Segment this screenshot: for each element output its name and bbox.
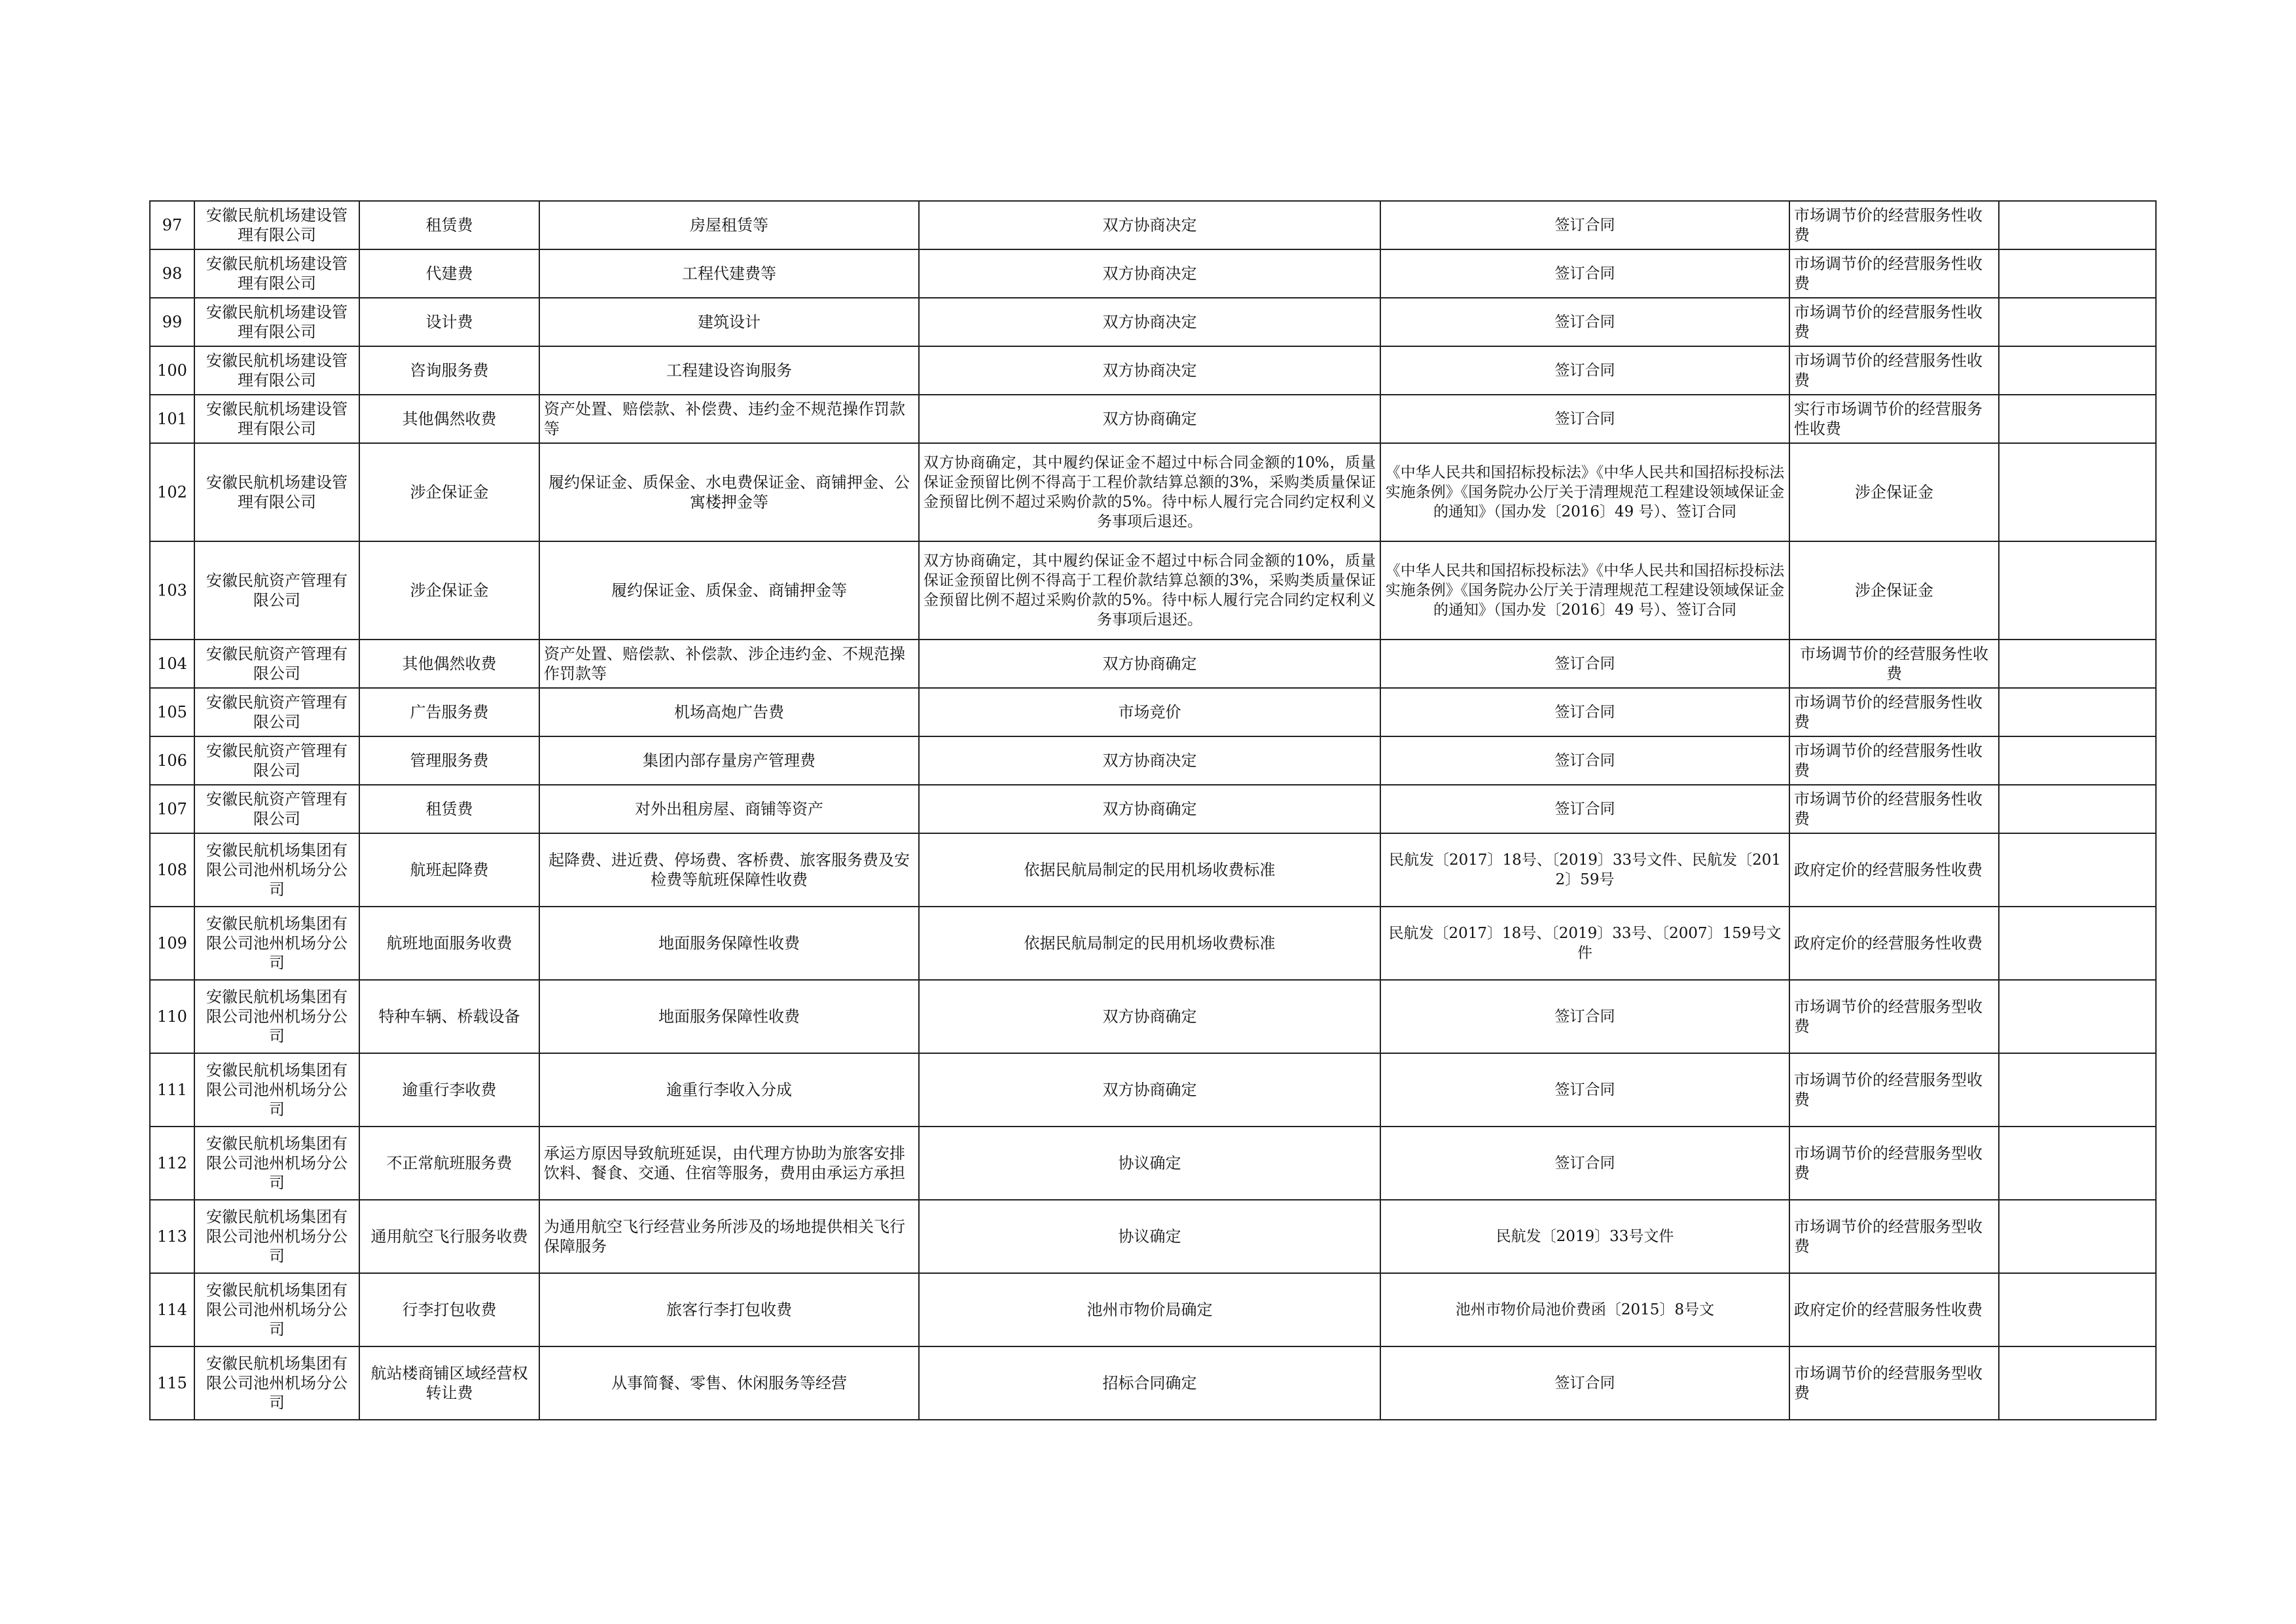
cell-fee-content: 地面服务保障性收费 [539, 980, 919, 1053]
cell-remark [1999, 1127, 2156, 1200]
cell-row-number: 115 [150, 1346, 194, 1420]
cell-fee-basis: 签订合同 [1380, 640, 1789, 688]
cell-pricing-method: 双方协商决定 [919, 736, 1380, 785]
cell-charging-unit: 安徽民航机场建设管理有限公司 [194, 443, 359, 541]
table-row [150, 1346, 2156, 1420]
cell-fee-content: 为通用航空飞行经营业务所涉及的场地提供相关飞行保障服务 [539, 1200, 919, 1273]
cell-fee-item: 航站楼商铺区域经营权转让费 [359, 1346, 539, 1420]
fee-table [149, 200, 2157, 1420]
table-row [150, 736, 2156, 785]
cell-fee-item: 航班起降费 [359, 833, 539, 907]
cell-fee-nature: 政府定价的经营服务性收费 [1789, 833, 1999, 907]
cell-fee-basis: 签订合同 [1380, 346, 1789, 395]
cell-fee-nature: 市场调节价的经营服务性收费 [1789, 640, 1999, 688]
cell-fee-content: 逾重行李收入分成 [539, 1053, 919, 1127]
cell-fee-content: 机场高炮广告费 [539, 688, 919, 736]
cell-pricing-method: 依据民航局制定的民用机场收费标准 [919, 833, 1380, 907]
cell-fee-content: 旅客行李打包收费 [539, 1273, 919, 1346]
cell-row-number: 101 [150, 395, 194, 443]
cell-fee-basis: 民航发〔2017〕18号、〔2019〕33号、〔2007〕159号文件 [1380, 907, 1789, 980]
cell-fee-nature: 政府定价的经营服务性收费 [1789, 907, 1999, 980]
cell-fee-nature: 市场调节价的经营服务性收费 [1789, 688, 1999, 736]
cell-row-number: 104 [150, 640, 194, 688]
table-row [150, 443, 2156, 541]
cell-pricing-method: 双方协商确定 [919, 395, 1380, 443]
table-row [150, 249, 2156, 298]
cell-pricing-method: 招标合同确定 [919, 1346, 1380, 1420]
cell-pricing-method: 协议确定 [919, 1200, 1380, 1273]
cell-remark [1999, 833, 2156, 907]
cell-remark [1999, 249, 2156, 298]
cell-charging-unit: 安徽民航机场集团有限公司池州机场分公司 [194, 1346, 359, 1420]
cell-remark [1999, 736, 2156, 785]
cell-row-number: 114 [150, 1273, 194, 1346]
table-row [150, 1053, 2156, 1127]
table-row [150, 907, 2156, 980]
cell-pricing-method: 协议确定 [919, 1127, 1380, 1200]
cell-charging-unit: 安徽民航机场集团有限公司池州机场分公司 [194, 907, 359, 980]
cell-fee-basis: 《中华人民共和国招标投标法》《中华人民共和国招标投标法实施条例》《国务院办公厅关于清理规范工程建设领域保证金的通知》（国办发〔2016〕49 号）、签订合同 [1380, 541, 1789, 640]
cell-charging-unit: 安徽民航资产管理有限公司 [194, 736, 359, 785]
cell-charging-unit: 安徽民航机场集团有限公司池州机场分公司 [194, 1200, 359, 1273]
cell-fee-basis: 签订合同 [1380, 736, 1789, 785]
cell-fee-content: 起降费、进近费、停场费、客桥费、旅客服务费及安检费等航班保障性收费 [539, 833, 919, 907]
cell-fee-nature: 市场调节价的经营服务性收费 [1789, 298, 1999, 346]
cell-remark [1999, 1346, 2156, 1420]
cell-charging-unit: 安徽民航机场集团有限公司池州机场分公司 [194, 1053, 359, 1127]
cell-row-number: 113 [150, 1200, 194, 1273]
table-row [150, 785, 2156, 833]
cell-charging-unit: 安徽民航资产管理有限公司 [194, 640, 359, 688]
cell-row-number: 103 [150, 541, 194, 640]
cell-row-number: 102 [150, 443, 194, 541]
cell-remark [1999, 395, 2156, 443]
cell-fee-basis: 签订合同 [1380, 298, 1789, 346]
cell-fee-content: 房屋租赁等 [539, 201, 919, 249]
cell-charging-unit: 安徽民航资产管理有限公司 [194, 785, 359, 833]
cell-pricing-method: 池州市物价局确定 [919, 1273, 1380, 1346]
cell-fee-content: 工程代建费等 [539, 249, 919, 298]
cell-row-number: 107 [150, 785, 194, 833]
cell-fee-item: 其他偶然收费 [359, 640, 539, 688]
cell-remark [1999, 640, 2156, 688]
cell-fee-item: 租赁费 [359, 785, 539, 833]
cell-fee-content: 承运方原因导致航班延误，由代理方协助为旅客安排饮料、餐食、交通、住宿等服务，费用由承运方承担 [539, 1127, 919, 1200]
cell-fee-nature: 市场调节价的经营服务性收费 [1789, 201, 1999, 249]
cell-pricing-method: 市场竞价 [919, 688, 1380, 736]
table-row [150, 541, 2156, 640]
cell-fee-nature: 涉企保证金 [1789, 541, 1999, 640]
cell-fee-item: 设计费 [359, 298, 539, 346]
cell-pricing-method: 依据民航局制定的民用机场收费标准 [919, 907, 1380, 980]
cell-fee-item: 租赁费 [359, 201, 539, 249]
cell-remark [1999, 201, 2156, 249]
cell-remark [1999, 443, 2156, 541]
cell-fee-nature: 市场调节价的经营服务性收费 [1789, 736, 1999, 785]
cell-fee-nature: 市场调节价的经营服务型收费 [1789, 980, 1999, 1053]
cell-fee-item: 航班地面服务收费 [359, 907, 539, 980]
table-row [150, 298, 2156, 346]
cell-row-number: 108 [150, 833, 194, 907]
cell-fee-basis: 签订合同 [1380, 1346, 1789, 1420]
cell-pricing-method: 双方协商确定 [919, 640, 1380, 688]
cell-fee-basis: 签订合同 [1380, 249, 1789, 298]
cell-fee-basis: 《中华人民共和国招标投标法》《中华人民共和国招标投标法实施条例》《国务院办公厅关于清理规范工程建设领域保证金的通知》（国办发〔2016〕49 号）、签订合同 [1380, 443, 1789, 541]
cell-pricing-method: 双方协商确定，其中履约保证金不超过中标合同金额的10%，质量保证金预留比例不得高于工程价款结算总额的3%，采购类质量保证金预留比例不超过采购价款的5%。待中标人履行完合同约定权利义务事项后退还。 [919, 541, 1380, 640]
cell-fee-item: 逾重行李收费 [359, 1053, 539, 1127]
cell-remark [1999, 785, 2156, 833]
cell-pricing-method: 双方协商决定 [919, 298, 1380, 346]
cell-fee-content: 履约保证金、质保金、水电费保证金、商铺押金、公寓楼押金等 [539, 443, 919, 541]
cell-fee-basis: 签订合同 [1380, 1053, 1789, 1127]
table-row [150, 688, 2156, 736]
cell-fee-content: 集团内部存量房产管理费 [539, 736, 919, 785]
cell-pricing-method: 双方协商决定 [919, 346, 1380, 395]
cell-fee-nature: 市场调节价的经营服务性收费 [1789, 785, 1999, 833]
cell-fee-basis: 池州市物价局池价费函〔2015〕8号文 [1380, 1273, 1789, 1346]
cell-remark [1999, 298, 2156, 346]
cell-charging-unit: 安徽民航机场建设管理有限公司 [194, 298, 359, 346]
cell-fee-nature: 实行市场调节价的经营服务性收费 [1789, 395, 1999, 443]
cell-pricing-method: 双方协商确定 [919, 980, 1380, 1053]
cell-row-number: 106 [150, 736, 194, 785]
cell-fee-basis: 签订合同 [1380, 980, 1789, 1053]
cell-row-number: 98 [150, 249, 194, 298]
cell-charging-unit: 安徽民航资产管理有限公司 [194, 688, 359, 736]
cell-fee-content: 对外出租房屋、商铺等资产 [539, 785, 919, 833]
cell-fee-content: 资产处置、赔偿款、补偿款、涉企违约金、不规范操作罚款等 [539, 640, 919, 688]
table-row [150, 1273, 2156, 1346]
cell-charging-unit: 安徽民航机场集团有限公司池州机场分公司 [194, 833, 359, 907]
cell-fee-item: 管理服务费 [359, 736, 539, 785]
cell-row-number: 105 [150, 688, 194, 736]
cell-charging-unit: 安徽民航机场集团有限公司池州机场分公司 [194, 980, 359, 1053]
cell-charging-unit: 安徽民航机场建设管理有限公司 [194, 395, 359, 443]
cell-pricing-method: 双方协商决定 [919, 249, 1380, 298]
cell-fee-item: 其他偶然收费 [359, 395, 539, 443]
cell-fee-nature: 市场调节价的经营服务性收费 [1789, 346, 1999, 395]
cell-fee-item: 涉企保证金 [359, 443, 539, 541]
cell-fee-basis: 民航发〔2019〕33号文件 [1380, 1200, 1789, 1273]
cell-fee-basis: 签订合同 [1380, 201, 1789, 249]
cell-row-number: 110 [150, 980, 194, 1053]
cell-pricing-method: 双方协商确定 [919, 1053, 1380, 1127]
cell-fee-nature: 市场调节价的经营服务性收费 [1789, 249, 1999, 298]
table-row [150, 1200, 2156, 1273]
cell-fee-nature: 市场调节价的经营服务型收费 [1789, 1053, 1999, 1127]
cell-remark [1999, 980, 2156, 1053]
table-row [150, 833, 2156, 907]
cell-fee-item: 特种车辆、桥载设备 [359, 980, 539, 1053]
cell-fee-item: 不正常航班服务费 [359, 1127, 539, 1200]
cell-row-number: 111 [150, 1053, 194, 1127]
cell-fee-basis: 签订合同 [1380, 395, 1789, 443]
cell-fee-item: 代建费 [359, 249, 539, 298]
cell-fee-item: 行李打包收费 [359, 1273, 539, 1346]
cell-fee-nature: 市场调节价的经营服务型收费 [1789, 1200, 1999, 1273]
cell-fee-item: 通用航空飞行服务收费 [359, 1200, 539, 1273]
cell-fee-item: 广告服务费 [359, 688, 539, 736]
cell-row-number: 112 [150, 1127, 194, 1200]
cell-row-number: 109 [150, 907, 194, 980]
cell-charging-unit: 安徽民航机场建设管理有限公司 [194, 346, 359, 395]
cell-fee-content: 资产处置、赔偿款、补偿费、违约金不规范操作罚款等 [539, 395, 919, 443]
cell-charging-unit: 安徽民航机场集团有限公司池州机场分公司 [194, 1127, 359, 1200]
cell-remark [1999, 541, 2156, 640]
cell-charging-unit: 安徽民航机场集团有限公司池州机场分公司 [194, 1273, 359, 1346]
cell-row-number: 99 [150, 298, 194, 346]
cell-fee-nature: 市场调节价的经营服务型收费 [1789, 1127, 1999, 1200]
cell-fee-nature: 政府定价的经营服务性收费 [1789, 1273, 1999, 1346]
cell-fee-basis: 签订合同 [1380, 688, 1789, 736]
table-row [150, 980, 2156, 1053]
table-row [150, 1127, 2156, 1200]
cell-pricing-method: 双方协商决定 [919, 201, 1380, 249]
cell-remark [1999, 688, 2156, 736]
table-row [150, 395, 2156, 443]
cell-remark [1999, 1053, 2156, 1127]
cell-fee-basis: 签订合同 [1380, 785, 1789, 833]
table-row [150, 640, 2156, 688]
table-row [150, 201, 2156, 249]
cell-row-number: 100 [150, 346, 194, 395]
cell-fee-nature: 涉企保证金 [1789, 443, 1999, 541]
cell-row-number: 97 [150, 201, 194, 249]
cell-fee-content: 地面服务保障性收费 [539, 907, 919, 980]
cell-charging-unit: 安徽民航机场建设管理有限公司 [194, 249, 359, 298]
table-row [150, 346, 2156, 395]
cell-charging-unit: 安徽民航资产管理有限公司 [194, 541, 359, 640]
cell-fee-basis: 民航发〔2017〕18号、〔2019〕33号文件、民航发〔2012〕59号 [1380, 833, 1789, 907]
cell-fee-content: 履约保证金、质保金、商铺押金等 [539, 541, 919, 640]
cell-pricing-method: 双方协商确定 [919, 785, 1380, 833]
cell-charging-unit: 安徽民航机场建设管理有限公司 [194, 201, 359, 249]
cell-remark [1999, 1273, 2156, 1346]
cell-fee-basis: 签订合同 [1380, 1127, 1789, 1200]
cell-fee-content: 建筑设计 [539, 298, 919, 346]
cell-remark [1999, 907, 2156, 980]
cell-fee-item: 涉企保证金 [359, 541, 539, 640]
cell-pricing-method: 双方协商确定，其中履约保证金不超过中标合同金额的10%，质量保证金预留比例不得高于工程价款结算总额的3%，采购类质量保证金预留比例不超过采购价款的5%。待中标人履行完合同约定权利义务事项后退还。 [919, 443, 1380, 541]
cell-fee-nature: 市场调节价的经营服务型收费 [1789, 1346, 1999, 1420]
cell-fee-content: 工程建设咨询服务 [539, 346, 919, 395]
cell-fee-item: 咨询服务费 [359, 346, 539, 395]
cell-fee-content: 从事简餐、零售、休闲服务等经营 [539, 1346, 919, 1420]
cell-remark [1999, 346, 2156, 395]
cell-remark [1999, 1200, 2156, 1273]
